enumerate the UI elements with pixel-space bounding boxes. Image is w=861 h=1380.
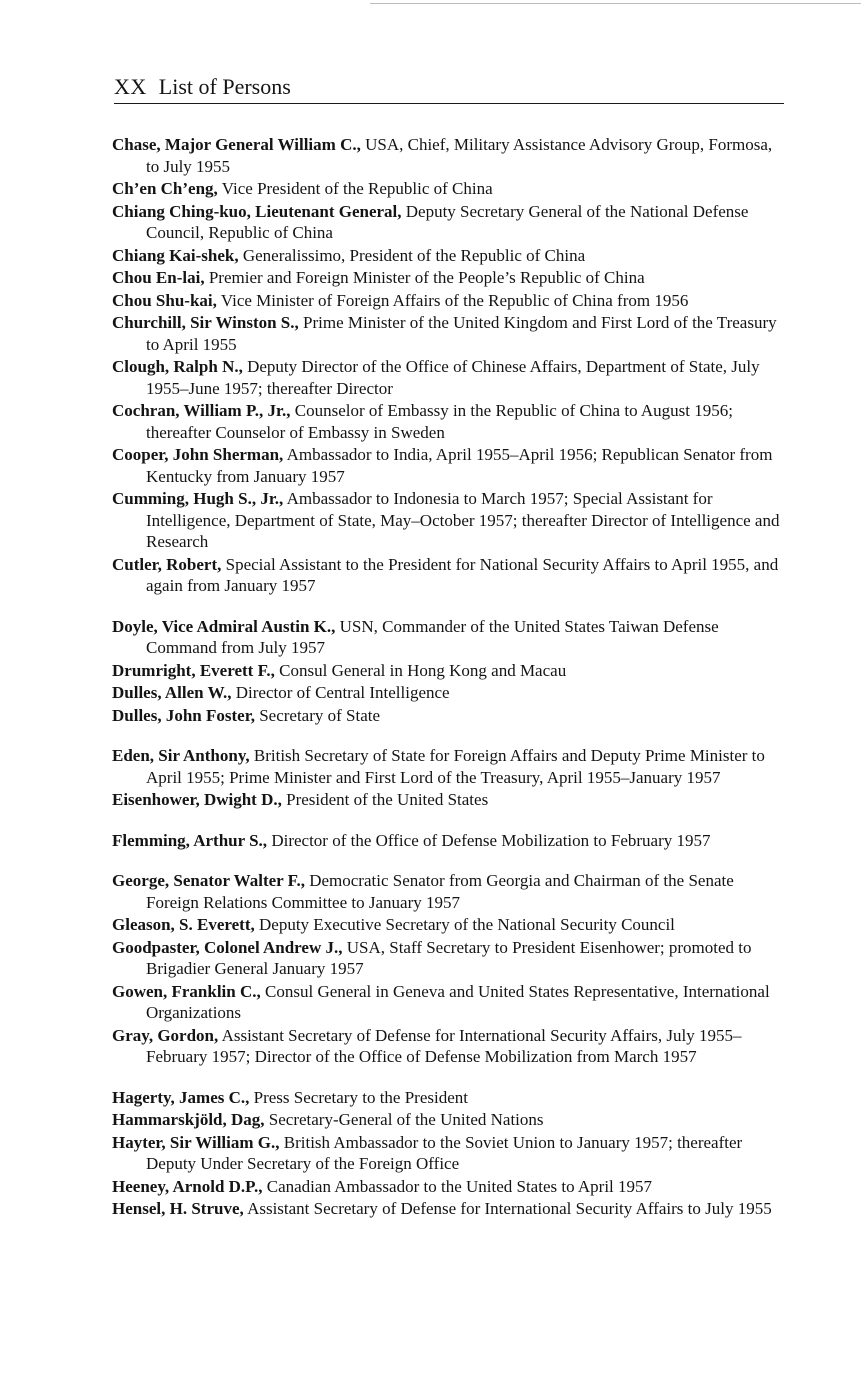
scan-edge-rule: [370, 3, 861, 4]
person-name: Gleason, S. Everett,: [112, 915, 255, 934]
person-description: Prime Minister of the United Kingdom and First Lord of the Treasury to April 1955: [146, 313, 777, 354]
person-entry: [112, 444, 788, 487]
person-name: Doyle, Vice Admiral Austin K.,: [112, 616, 336, 636]
person-entry: [112, 870, 788, 913]
person-name: Cumming, Hugh S., Jr.,: [112, 489, 284, 508]
person-entry: [112, 1109, 788, 1131]
person-name: Chou Shu-kai,: [112, 290, 217, 310]
person-description: USA, Chief, Military Assistance Advisory Group, Formosa, to July 1955: [146, 135, 773, 176]
page-header: [114, 72, 784, 104]
person-entry: [112, 616, 788, 659]
page-number: XX: [114, 74, 147, 99]
person-name: Dulles, John Foster,: [112, 705, 255, 725]
person-description: Consul General in Hong Kong and Macau: [279, 660, 567, 680]
person-description: Premier and Foreign Minister of the People’s Republic of China: [208, 268, 645, 287]
person-entry: [112, 134, 788, 177]
person-name: Gowen, Franklin C.,: [112, 981, 261, 1001]
person-description: Vice Minister of Foreign Affairs of the Republic of China from 1956: [220, 290, 689, 310]
person-entry: [112, 1176, 788, 1198]
header-rule: [114, 103, 784, 104]
person-entry: [112, 914, 788, 936]
person-entry: [112, 937, 788, 980]
person-entry: [112, 356, 788, 399]
person-description: Counselor of Embassy in the Republic of China to August 1956; thereafter Counselor of Embassy in Sweden: [146, 401, 733, 442]
person-description: Deputy Secretary General of the National Defense Council, Republic of China: [146, 201, 749, 242]
person-name: Hagerty, James C.,: [112, 1087, 250, 1107]
letter-group: [112, 1087, 788, 1220]
person-entry: [112, 245, 788, 267]
person-entry: [112, 554, 788, 597]
person-entry: [112, 789, 788, 811]
person-name: Cutler, Robert,: [112, 554, 222, 574]
person-name: Churchill, Sir Winston S.,: [112, 313, 299, 332]
person-entry: [112, 1132, 788, 1175]
person-entry: [112, 830, 788, 852]
person-name: Cochran, William P., Jr.,: [112, 401, 291, 420]
person-entry: [112, 682, 788, 704]
person-entry: [112, 267, 788, 289]
person-name: George, Senator Walter F.,: [112, 871, 305, 890]
person-description: Consul General in Geneva and United States Representative, International Organizations: [146, 981, 770, 1022]
letter-group: [112, 616, 788, 727]
person-description: Deputy Executive Secretary of the National Security Council: [259, 915, 675, 934]
person-name: Eisenhower, Dwight D.,: [112, 790, 282, 809]
person-description: Special Assistant to the President for National Security Affairs to April 1955, and again from January 1957: [146, 554, 779, 595]
person-name: Drumright, Everett F.,: [112, 660, 275, 680]
person-name: Heeney, Arnold D.P.,: [112, 1176, 263, 1196]
person-name: Chiang Kai-shek,: [112, 245, 239, 265]
person-description: Director of the Office of Defense Mobilization to February 1957: [271, 830, 711, 850]
person-name: Chase, Major General William C.,: [112, 135, 361, 154]
person-name: Chiang Ching-kuo, Lieutenant General,: [112, 201, 402, 221]
person-entry: [112, 201, 788, 244]
person-description: Ambassador to Indonesia to March 1957; Special Assistant for Intelligence, Department of State, May–October 1957; thereafter Director of Intelligence and Research: [146, 489, 780, 551]
person-description: Secretary of State: [259, 705, 381, 725]
person-description: Canadian Ambassador to the United States to April 1957: [266, 1176, 653, 1196]
person-entry: [112, 290, 788, 312]
person-entry: [112, 981, 788, 1024]
person-description: British Secretary of State for Foreign Affairs and Deputy Prime Minister to April 1955; Prime Minister and First Lord of the Treasury, April 1955–January 1957: [146, 746, 765, 787]
person-entry: [112, 312, 788, 355]
person-name: Gray, Gordon,: [112, 1025, 219, 1045]
persons-list: [112, 134, 788, 1239]
person-entry: [112, 178, 788, 200]
person-entry: [112, 400, 788, 443]
person-name: Clough, Ralph N.,: [112, 357, 243, 376]
person-description: USN, Commander of the United States Taiwan Defense Command from July 1957: [146, 616, 719, 657]
person-description: Press Secretary to the President: [253, 1087, 468, 1107]
person-name: Eden, Sir Anthony,: [112, 746, 250, 765]
person-name: Hammarskjöld, Dag,: [112, 1110, 265, 1129]
person-entry: [112, 1025, 788, 1068]
person-name: Goodpaster, Colonel Andrew J.,: [112, 937, 343, 957]
person-description: Assistant Secretary of Defense for International Security Affairs to July 1955: [247, 1199, 772, 1218]
person-entry: [112, 488, 788, 553]
person-name: Hayter, Sir William G.,: [112, 1132, 280, 1152]
person-name: Cooper, John Sherman,: [112, 445, 284, 464]
person-name: Chou En-lai,: [112, 268, 205, 287]
person-entry: [112, 745, 788, 788]
person-entry: [112, 1198, 788, 1220]
person-description: Deputy Director of the Office of Chinese Affairs, Department of State, July 1955–June 1957; thereafter Director: [146, 357, 760, 398]
letter-group: [112, 830, 788, 852]
letter-group: [112, 745, 788, 811]
person-name: Ch’en Ch’eng,: [112, 179, 218, 198]
person-entry: [112, 1087, 788, 1109]
person-name: Flemming, Arthur S.,: [112, 830, 268, 850]
person-name: Dulles, Allen W.,: [112, 683, 232, 702]
person-entry: [112, 660, 788, 682]
person-description: Secretary-General of the United Nations: [268, 1110, 544, 1129]
person-name: Hensel, H. Struve,: [112, 1199, 244, 1218]
page-title: List of Persons: [158, 74, 291, 99]
person-description: Democratic Senator from Georgia and Chairman of the Senate Foreign Relations Committee to January 1957: [146, 871, 734, 912]
letter-group: [112, 134, 788, 597]
person-description: Assistant Secretary of Defense for International Security Affairs, July 1955–February 1957; Director of the Office of Defense Mobilization from March 1957: [146, 1025, 742, 1066]
person-description: Ambassador to India, April 1955–April 1956; Republican Senator from Kentucky from January 1957: [146, 445, 773, 486]
person-description: Generalissimo, President of the Republic of China: [242, 245, 586, 265]
person-description: USA, Staff Secretary to President Eisenhower; promoted to Brigadier General January 1957: [146, 937, 752, 978]
letter-group: [112, 870, 788, 1068]
person-description: President of the United States: [286, 790, 489, 809]
person-description: Director of Central Intelligence: [235, 683, 450, 702]
person-description: British Ambassador to the Soviet Union to January 1957; thereafter Deputy Under Secretary of the Foreign Office: [146, 1132, 743, 1173]
person-entry: [112, 705, 788, 727]
person-description: Vice President of the Republic of China: [221, 179, 493, 198]
